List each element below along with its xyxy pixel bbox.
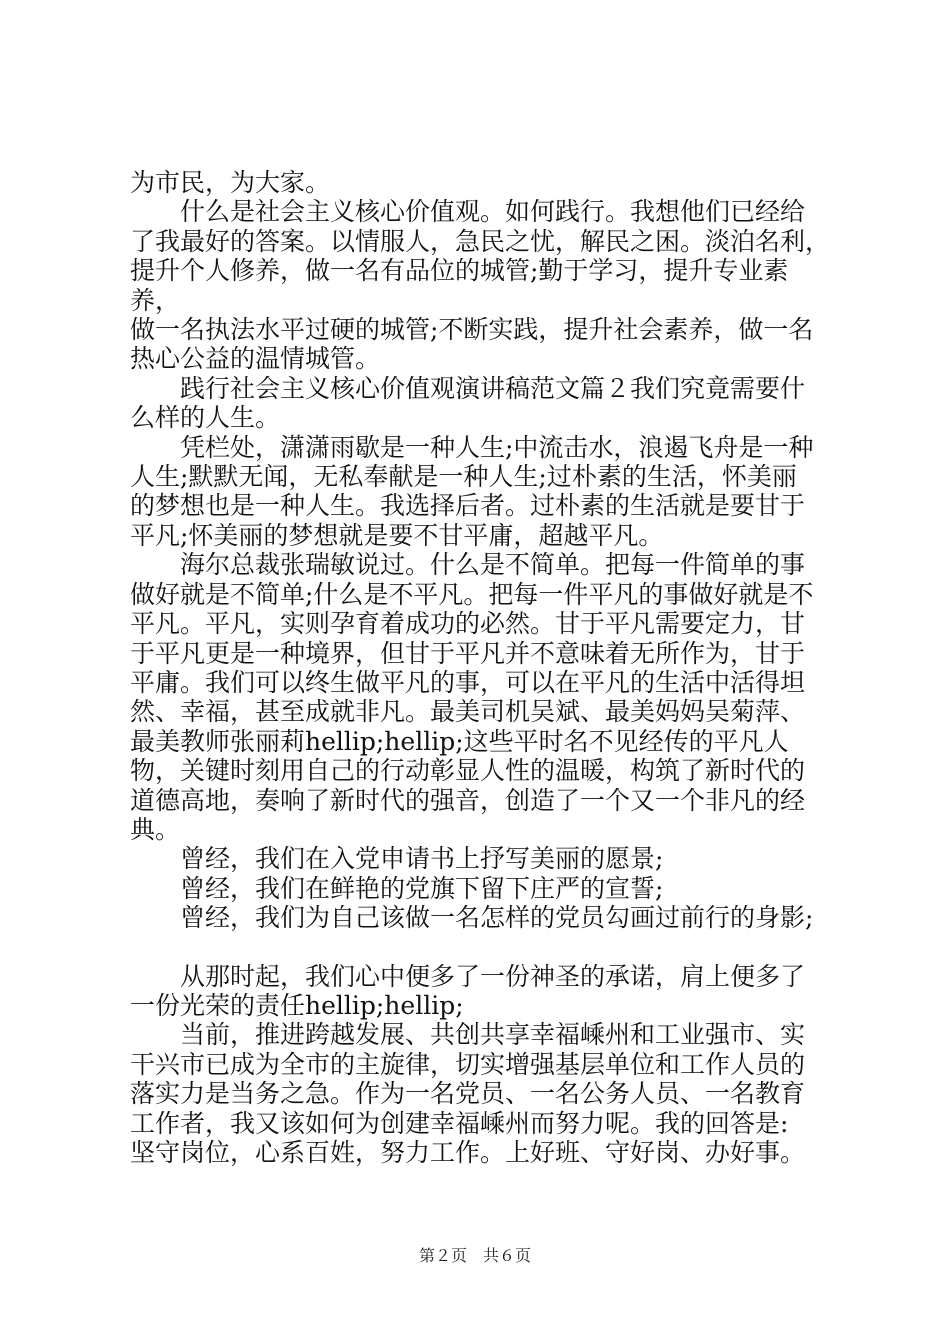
text-line: 平凡;怀美丽的梦想就是要不甘平庸，超越平凡。 [130,520,664,550]
text-line: 平庸。我们可以终生做平凡的事，可以在平凡的生活中活得坦 [130,667,806,697]
text-line: 干兴市已成为全市的主旋律，切实增强基层单位和工作人员的 [130,1049,806,1079]
text-line: 的梦想也是一种人生。我选择后者。过朴素的生活就是要甘于 [130,491,806,521]
text-line: 最美教师张丽莉hellip;hellip;这些平时名不见经传的平凡人 [130,726,789,756]
text-line: 典。 [130,814,181,844]
text-line: 为市民，为大家。 [130,168,331,197]
text-line: 做好就是不简单;什么是不平凡。把每一件平凡的事做好就是不 [130,579,814,609]
text-line: 当前，推进跨越发展、共创共享幸福嵊州和工业强市、实 [130,1020,806,1050]
text-line: 道德高地，奏响了新时代的强音，创造了一个又一个非凡的经 [130,785,806,815]
text-line: 物，关键时刻用自己的行动彰显人性的温暖，构筑了新时代的 [130,756,806,786]
page-number-footer: 第２页 共６页 [418,1246,531,1265]
text-line: 么样的人生。 [130,403,281,433]
text-line: 提升个人修养，做一名有品位的城管;勤于学习，提升专业素养， [130,256,789,315]
text-line: 曾经，我们为自己该做一名怎样的党员勾画过前行的身影; [130,903,814,933]
text-line: 坚守岗位，心系百姓，努力工作。上好班、守好岗、办好事。 [130,1138,806,1167]
text-line: 做一名执法水平过硬的城管;不断实践，提升社会素养，做一名 [130,315,814,345]
text-line: 海尔总裁张瑞敏说过。什么是不简单。把每一件简单的事 [130,550,806,580]
text-line: 然、幸福，甚至成就非凡。最美司机吴斌、最美妈妈吴菊萍、 [130,697,806,727]
text-line: 曾经，我们在入党申请书上抒写美丽的愿景; [130,844,664,874]
text-line: 热心公益的温情城管。 [130,344,381,374]
text-line: 落实力是当务之急。作为一名党员、一名公务人员、一名教育 [130,1079,806,1109]
text-line: 从那时起，我们心中便多了一份神圣的承诺，肩上便多了 [130,961,806,991]
text-line: 一份光荣的责任hellip;hellip; [130,990,464,1020]
text-line [130,933,835,962]
text-line: 什么是社会主义核心价值观。如何践行。我想他们已经给 [130,197,806,227]
text-line: 于平凡更是一种境界，但甘于平凡并不意味着无所作为，甘于 [130,638,806,668]
text-line: 了我最好的答案。以情服人，急民之忧，解民之困。淡泊名利， [130,226,831,256]
document-body [130,168,835,1167]
text-line: 人生;默默无闻，无私奉献是一种人生;过朴素的生活，怀美丽 [130,462,797,492]
text-line: 曾经，我们在鲜艳的党旗下留下庄严的宣誓; [130,873,664,903]
text-line: 工作者，我又该如何为创建幸福嵊州而努力呢。我的回答是: [130,1108,789,1138]
text-line: 凭栏处，潇潇雨歇是一种人生;中流击水，浪遏飞舟是一种 [130,432,814,462]
text-line: 践行社会主义核心价值观演讲稿范文篇２我们究竟需要什 [130,373,806,403]
text-line: 平凡。平凡，实则孕育着成功的必然。甘于平凡需要定力，甘 [130,609,806,639]
